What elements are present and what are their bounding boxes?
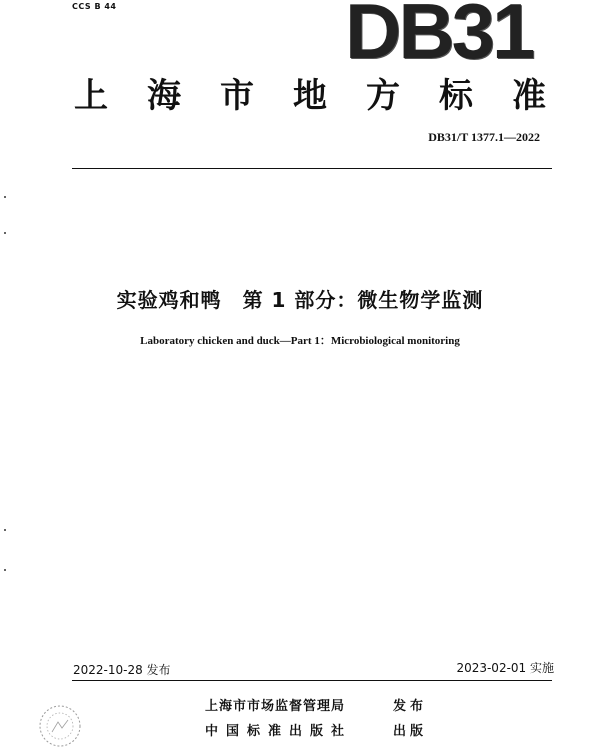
- standard-type-char: 方: [366, 76, 400, 116]
- publisher-row: [205, 695, 427, 714]
- standard-type-char: 地: [293, 76, 327, 116]
- header-divider: [72, 168, 552, 169]
- implementation-date: 2023-02-01 实施: [456, 661, 554, 675]
- document-title-chinese: 实验鸡和鸭 第 1 部分：微生物学监测: [116, 288, 484, 312]
- footer-divider: [72, 680, 552, 681]
- standard-type-char: 准: [512, 76, 546, 116]
- standard-type-title: [74, 68, 546, 117]
- publisher-organization: 中国标准出版社: [205, 724, 353, 739]
- document-title-english: Laboratory chicken and duck—Part 1：Microbiological monitoring: [140, 335, 460, 347]
- issue-date: 2022-10-28 发布: [73, 663, 171, 677]
- standard-type-char: 海: [147, 76, 181, 116]
- standard-code: DB31/T 1377.1—2022: [428, 130, 540, 144]
- publisher-action: 发布: [393, 699, 428, 714]
- scan-speck: [4, 569, 6, 571]
- standard-type-char: 标: [439, 76, 473, 116]
- publisher-organization: 上海市市场监督管理局: [205, 699, 346, 714]
- db31-logo: DB31: [345, 0, 533, 75]
- scan-speck: [4, 196, 6, 198]
- publisher-row: [205, 720, 427, 739]
- ccs-code: CCS B 44: [72, 2, 117, 11]
- publisher-action: 出版: [393, 724, 428, 739]
- scan-speck: [4, 529, 6, 531]
- scan-speck: [4, 232, 6, 234]
- publisher-seal-icon: [36, 702, 84, 750]
- standard-type-char: 上: [74, 76, 108, 116]
- standard-type-char: 市: [220, 76, 254, 116]
